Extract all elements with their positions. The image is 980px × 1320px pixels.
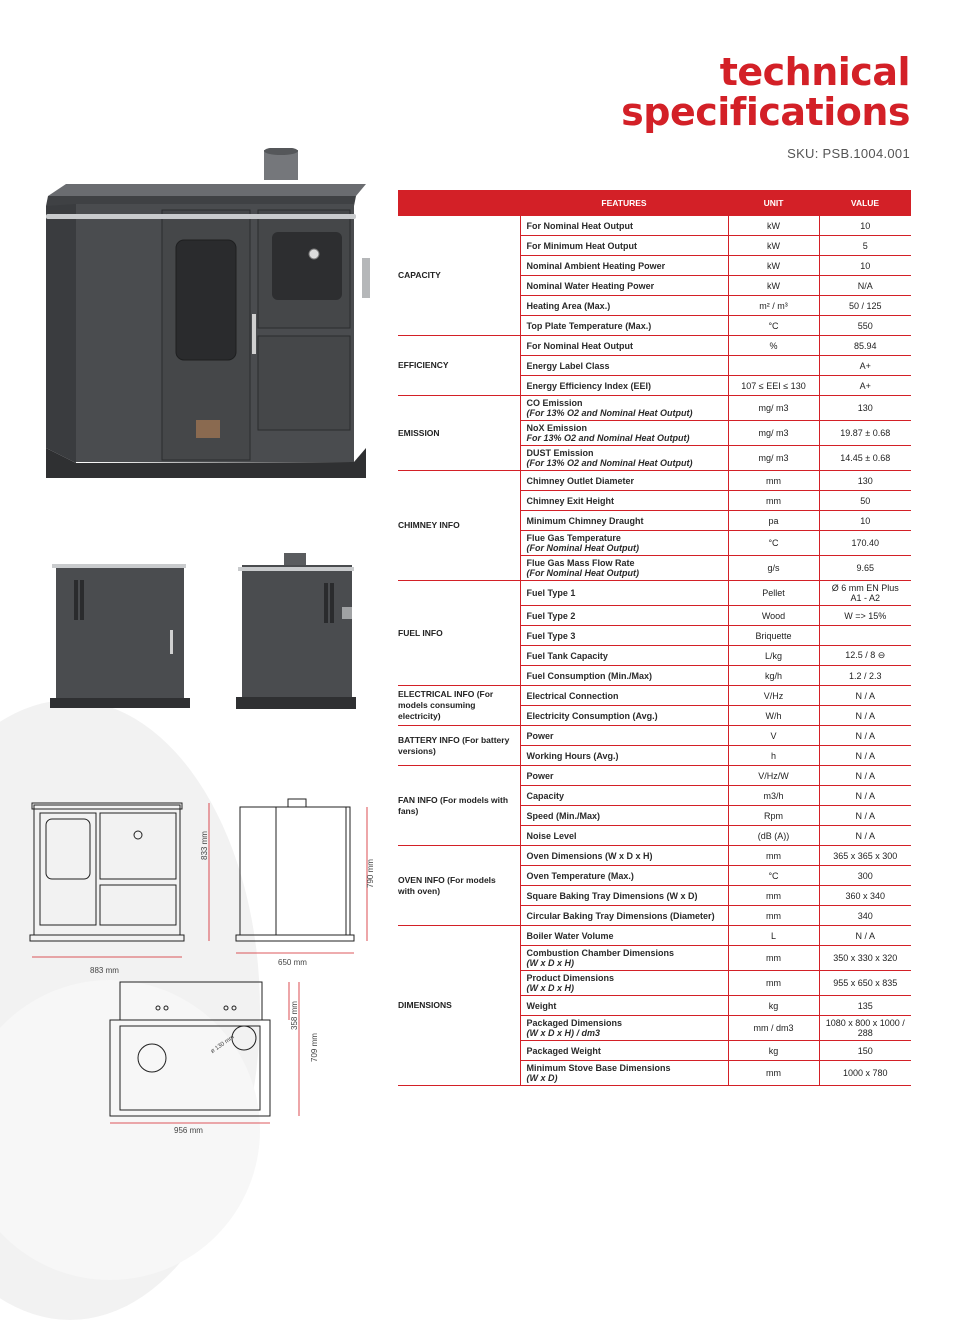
feature-cell — [520, 216, 728, 236]
unit-cell: mm — [728, 971, 819, 996]
value-cell: N / A — [819, 726, 911, 746]
feature-label: Top Plate Temperature (Max.) — [526, 320, 652, 331]
unit-cell: pa — [728, 511, 819, 531]
unit-cell: h — [728, 746, 819, 766]
unit-cell: °C — [728, 531, 819, 556]
feature-cell — [520, 446, 728, 471]
feature-cell — [520, 746, 728, 766]
feature-label: Circular Baking Tray Dimensions (Diameter) — [526, 910, 715, 921]
unit-cell: kg — [728, 996, 819, 1016]
value-cell: 19.87 ± 0.68 — [819, 421, 911, 446]
value-cell: N / A — [819, 686, 911, 706]
table-row — [398, 766, 911, 786]
feature-cell — [520, 356, 728, 376]
flue-diameter-label: ø 130 mm — [210, 1034, 236, 1055]
unit-cell: Wood — [728, 606, 819, 626]
unit-cell: mm — [728, 1061, 819, 1086]
feature-cell — [520, 806, 728, 826]
table-row — [398, 926, 911, 946]
feature-cell — [520, 256, 728, 276]
feature-cell — [520, 396, 728, 421]
feature-label: Weight — [526, 1000, 557, 1011]
category-cell: EMISSION — [398, 396, 520, 471]
feature-label: Fuel Consumption (Min./Max) — [526, 670, 652, 681]
table-row — [398, 581, 911, 606]
feature-cell — [520, 1061, 728, 1086]
side-elevation-drawing — [232, 795, 382, 970]
value-cell: 10 — [819, 511, 911, 531]
unit-cell: Pellet — [728, 581, 819, 606]
feature-label: Packaged Dimensions — [526, 1018, 623, 1028]
table-row — [398, 686, 911, 706]
header-blank — [398, 190, 520, 216]
feature-cell — [520, 706, 728, 726]
feature-cell — [520, 946, 728, 971]
feature-label: Oven Temperature (Max.) — [526, 870, 634, 881]
feature-cell — [520, 491, 728, 511]
table-row — [398, 336, 911, 356]
front-width-label: 883 mm — [90, 966, 119, 975]
feature-cell — [520, 886, 728, 906]
feature-label: Flue Gas Temperature — [526, 533, 621, 543]
feature-note: (For 13% O2 and Nominal Heat Output) — [526, 458, 693, 468]
feature-cell — [520, 766, 728, 786]
page-title — [621, 52, 910, 132]
table-row — [398, 471, 911, 491]
feature-cell — [520, 606, 728, 626]
feature-label: Electricity Consumption (Avg.) — [526, 710, 658, 721]
sku-label: SKU: PSB.1004.001 — [787, 146, 910, 161]
unit-cell: g/s — [728, 556, 819, 581]
feature-note: (For 13% O2 and Nominal Heat Output) — [526, 408, 693, 418]
unit-cell: V/Hz/W — [728, 766, 819, 786]
value-cell: 150 — [819, 1041, 911, 1061]
unit-cell: mm / dm3 — [728, 1016, 819, 1041]
unit-cell: kg — [728, 1041, 819, 1061]
top-depth-1-label: 358 mm — [290, 1001, 299, 1030]
unit-cell: m3/h — [728, 786, 819, 806]
feature-note: For 13% O2 and Nominal Heat Output) — [526, 433, 690, 443]
unit-cell: mm — [728, 491, 819, 511]
feature-cell — [520, 906, 728, 926]
value-cell: 50 / 125 — [819, 296, 911, 316]
category-cell: EFFICIENCY — [398, 336, 520, 396]
feature-label: Noise Level — [526, 830, 577, 841]
unit-cell — [728, 356, 819, 376]
feature-cell — [520, 556, 728, 581]
value-cell: 340 — [819, 906, 911, 926]
feature-cell — [520, 581, 728, 606]
feature-cell — [520, 296, 728, 316]
feature-label: Energy Label Class — [526, 360, 610, 371]
unit-cell: (dB (A)) — [728, 826, 819, 846]
feature-label: DUST Emission — [526, 448, 594, 458]
category-cell: ELECTRICAL INFO (For models consuming electricity) — [398, 686, 520, 726]
feature-cell — [520, 786, 728, 806]
category-cell: FAN INFO (For models with fans) — [398, 766, 520, 846]
value-cell: 130 — [819, 396, 911, 421]
feature-label: Product Dimensions — [526, 973, 615, 983]
feature-cell — [520, 1016, 728, 1041]
header-features: FEATURES — [520, 190, 728, 216]
value-cell: 1000 x 780 — [819, 1061, 911, 1086]
unit-cell: V — [728, 726, 819, 746]
unit-cell: W/h — [728, 706, 819, 726]
unit-cell: m² / m³ — [728, 296, 819, 316]
feature-cell — [520, 626, 728, 646]
unit-cell: kW — [728, 276, 819, 296]
value-cell: 10 — [819, 256, 911, 276]
feature-label: For Nominal Heat Output — [526, 220, 633, 231]
value-cell: 550 — [819, 316, 911, 336]
feature-note: (For Nominal Heat Output) — [526, 568, 639, 578]
value-cell: N/A — [819, 276, 911, 296]
value-cell: 9.65 — [819, 556, 911, 581]
category-cell: BATTERY INFO (For battery versions) — [398, 726, 520, 766]
value-cell: 14.45 ± 0.68 — [819, 446, 911, 471]
feature-label: Boiler Water Volume — [526, 930, 614, 941]
feature-label: Speed (Min./Max) — [526, 810, 601, 821]
header-unit: UNIT — [728, 190, 819, 216]
feature-label: Fuel Type 3 — [526, 630, 576, 641]
feature-label: Capacity — [526, 790, 565, 801]
unit-cell: Rpm — [728, 806, 819, 826]
side-depth-label: 650 mm — [278, 958, 307, 967]
feature-label: For Nominal Heat Output — [526, 340, 633, 351]
feature-label: Square Baking Tray Dimensions (W x D) — [526, 890, 698, 901]
value-cell: 5 — [819, 236, 911, 256]
unit-cell: % — [728, 336, 819, 356]
value-cell: 135 — [819, 996, 911, 1016]
value-cell: 955 x 650 x 835 — [819, 971, 911, 996]
value-cell: 85.94 — [819, 336, 911, 356]
feature-cell — [520, 646, 728, 666]
feature-label: Minimum Stove Base Dimensions — [526, 1063, 671, 1073]
unit-cell: mm — [728, 946, 819, 971]
title-line-1: technical — [719, 50, 910, 94]
top-width-label: 956 mm — [174, 1126, 203, 1135]
feature-label: Nominal Water Heating Power — [526, 280, 655, 291]
value-cell: 350 x 330 x 320 — [819, 946, 911, 971]
feature-note: (For Nominal Heat Output) — [526, 543, 639, 553]
value-cell: 12.5 / 8 ⊖ — [819, 646, 911, 666]
unit-cell: 107 ≤ EEI ≤ 130 — [728, 376, 819, 396]
feature-label: CO Emission — [526, 398, 583, 408]
table-header-row — [398, 190, 911, 216]
unit-cell: mm — [728, 846, 819, 866]
feature-cell — [520, 421, 728, 446]
stove-main-render — [36, 148, 386, 498]
value-cell: 10 — [819, 216, 911, 236]
unit-cell: L — [728, 926, 819, 946]
value-cell: N / A — [819, 746, 911, 766]
value-cell: 50 — [819, 491, 911, 511]
value-cell: N / A — [819, 926, 911, 946]
feature-label: Power — [526, 730, 554, 741]
unit-cell: °C — [728, 316, 819, 336]
side-height-label: 790 mm — [366, 859, 375, 888]
stove-side-view-right — [236, 553, 356, 713]
feature-label: Electrical Connection — [526, 690, 619, 701]
title-line-2: specifications — [621, 90, 910, 134]
value-cell: N / A — [819, 706, 911, 726]
feature-cell — [520, 996, 728, 1016]
top-plan-drawing — [104, 978, 304, 1128]
feature-cell — [520, 336, 728, 356]
table-row — [398, 726, 911, 746]
value-cell: 170.40 — [819, 531, 911, 556]
unit-cell: mg/ m3 — [728, 396, 819, 421]
feature-label: Fuel Type 1 — [526, 588, 576, 598]
value-cell: 1080 x 800 x 1000 / 288 — [819, 1016, 911, 1041]
feature-label: Power — [526, 770, 554, 781]
table-row — [398, 216, 911, 236]
feature-cell — [520, 276, 728, 296]
feature-label: Nominal Ambient Heating Power — [526, 260, 666, 271]
value-cell — [819, 626, 911, 646]
unit-cell: mg/ m3 — [728, 446, 819, 471]
feature-label: Heating Area (Max.) — [526, 300, 611, 311]
unit-cell: mm — [728, 886, 819, 906]
feature-note: (W x D x H) / dm3 — [526, 1028, 601, 1038]
feature-cell — [520, 971, 728, 996]
unit-cell: L/kg — [728, 646, 819, 666]
value-cell: 360 x 340 — [819, 886, 911, 906]
feature-cell — [520, 826, 728, 846]
feature-label: Working Hours (Avg.) — [526, 750, 619, 761]
feature-note: (W x D x H) — [526, 983, 575, 993]
feature-cell — [520, 376, 728, 396]
value-cell: N / A — [819, 786, 911, 806]
table-row — [398, 846, 911, 866]
feature-note: (W x D x H) — [526, 958, 575, 968]
feature-cell — [520, 531, 728, 556]
stove-side-view-left — [50, 560, 190, 710]
value-cell: 365 x 365 x 300 — [819, 846, 911, 866]
unit-cell: mm — [728, 471, 819, 491]
feature-cell — [520, 511, 728, 531]
table-body — [398, 216, 911, 1086]
feature-label: Chimney Outlet Diameter — [526, 475, 635, 486]
unit-cell: V/Hz — [728, 686, 819, 706]
feature-label: Fuel Type 2 — [526, 610, 576, 621]
unit-cell: °C — [728, 866, 819, 886]
feature-cell — [520, 926, 728, 946]
feature-cell — [520, 686, 728, 706]
feature-label: NoX Emission — [526, 423, 588, 433]
category-cell: CAPACITY — [398, 216, 520, 336]
table-row — [398, 396, 911, 421]
front-elevation-drawing — [24, 795, 224, 970]
unit-cell: Briquette — [728, 626, 819, 646]
top-depth-2-label: 709 mm — [310, 1033, 319, 1062]
feature-label: Oven Dimensions (W x D x H) — [526, 850, 653, 861]
unit-cell: kW — [728, 216, 819, 236]
value-cell: A+ — [819, 356, 911, 376]
value-cell: A+ — [819, 376, 911, 396]
feature-label: Fuel Tank Capacity — [526, 650, 608, 661]
value-cell: Ø 6 mm EN Plus A1 - A2 — [819, 581, 911, 606]
value-cell: N / A — [819, 766, 911, 786]
value-cell: N / A — [819, 806, 911, 826]
feature-cell — [520, 866, 728, 886]
feature-label: Minimum Chimney Draught — [526, 515, 644, 526]
feature-label: Energy Efficiency Index (EEI) — [526, 380, 652, 391]
value-cell: 130 — [819, 471, 911, 491]
feature-cell — [520, 846, 728, 866]
value-cell: W => 15% — [819, 606, 911, 626]
unit-cell: mg/ m3 — [728, 421, 819, 446]
feature-label: For Minimum Heat Output — [526, 240, 637, 251]
category-cell: CHIMNEY INFO — [398, 471, 520, 581]
value-cell: 300 — [819, 866, 911, 886]
unit-cell: kW — [728, 256, 819, 276]
feature-cell — [520, 316, 728, 336]
category-cell: FUEL INFO — [398, 581, 520, 686]
feature-cell — [520, 1041, 728, 1061]
feature-cell — [520, 236, 728, 256]
category-cell: DIMENSIONS — [398, 926, 520, 1086]
specifications-table — [398, 190, 911, 1086]
feature-label: Packaged Weight — [526, 1045, 601, 1056]
feature-cell — [520, 471, 728, 491]
unit-cell: kg/h — [728, 666, 819, 686]
feature-cell — [520, 666, 728, 686]
unit-cell: mm — [728, 906, 819, 926]
front-height-label: 833 mm — [200, 831, 209, 860]
unit-cell: kW — [728, 236, 819, 256]
header-value: VALUE — [819, 190, 911, 216]
value-cell: 1.2 / 2.3 — [819, 666, 911, 686]
feature-label: Combustion Chamber Dimensions — [526, 948, 675, 958]
category-cell: OVEN INFO (For models with oven) — [398, 846, 520, 926]
feature-label: Flue Gas Mass Flow Rate — [526, 558, 635, 568]
feature-label: Chimney Exit Height — [526, 495, 615, 506]
feature-cell — [520, 726, 728, 746]
feature-note: (W x D) — [526, 1073, 558, 1083]
value-cell: N / A — [819, 826, 911, 846]
